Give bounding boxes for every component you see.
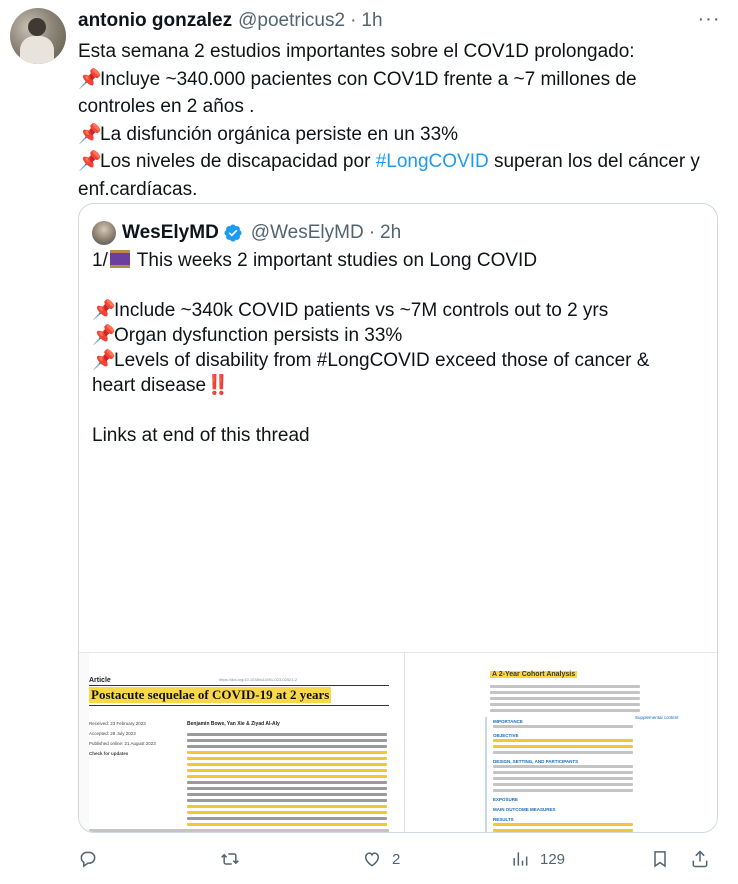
line-gap [92,398,702,423]
tweet-actions [78,846,718,872]
views-count: 129 [540,850,566,868]
share-icon [690,849,710,869]
paper-received: Received: 23 February 2023 [89,721,146,726]
abstract-label: RESULTS [493,817,514,822]
tweet-line-4 [78,121,718,149]
paper-image-left[interactable] [89,653,405,833]
views-icon [510,849,530,869]
bookmark-icon [650,849,670,869]
pushpin-icon: 📌 [92,325,116,346]
paper-check-updates: Check for updates [89,751,129,756]
quoted-bullet-3 [92,348,702,373]
verified-badge-icon [223,223,243,243]
paper-rule [89,685,389,686]
abstract-label: MAIN OUTCOME MEASURES [493,807,556,812]
quoted-bullet-3-cont-text: heart disease [92,375,207,396]
abstract-label: OBJECTIVE [493,733,519,738]
line-gap [92,273,702,298]
quoted-author-name[interactable]: WesElyMD [122,222,219,243]
retweet-button[interactable] [220,846,250,872]
paper-article-label: Article [89,677,111,684]
hashtag-link[interactable]: #LongCOVID [375,151,489,172]
pushpin-icon: 📌 [92,350,116,371]
paper-right-title: A 2-Year Cohort Analysis [492,671,576,678]
tweet-line-2-text: Incluye ~340.000 pacientes con COV1D frente a ~7 millones de [100,68,637,90]
paper-rule [89,705,389,706]
tweet-text [78,38,718,203]
tweet-line-2 [78,66,718,94]
quoted-bullet-1 [92,298,702,323]
quoted-media[interactable] [79,652,718,833]
quoted-bullet-3-cont [92,373,702,398]
like-count: 2 [392,850,401,868]
reply-button[interactable] [78,846,108,872]
author-name[interactable]: antonio gonzalez [78,10,233,31]
paper-body [89,829,389,833]
abstract-label: IMPORTANCE [493,719,523,724]
paper-accepted: Accepted: 28 July 2023 [89,731,136,736]
tweet-line-5-after: superan los del cáncer y [493,151,700,172]
separator-dot: · [350,10,357,31]
pushpin-icon: 📌 [78,123,102,145]
quoted-tweet-header [92,220,401,246]
quoted-bullet-2-text: Organ dysfunction persists in 33% [114,325,403,346]
paper-title: Postacute sequelae of COVID-19 at 2 years [91,687,330,702]
quoted-tweet[interactable] [78,203,718,833]
tweet-time[interactable]: 1h [361,10,383,31]
quoted-author-handle[interactable]: @WesElyMD [250,222,364,243]
quoted-tweet-text [92,248,702,448]
quoted-author-avatar[interactable] [92,221,116,245]
author-avatar[interactable] [10,8,66,64]
more-icon[interactable]: ··· [697,8,721,30]
paper-right-abstract [485,717,697,833]
tweet-header [78,10,383,32]
tweet-line-6: enf.cardíacas. [78,178,198,200]
tweet-line-1: Esta semana 2 estudios importantes sobre el COV1D prolongado: [78,41,635,62]
paper-published: Published online: 21 August 2023 [89,741,156,746]
separator-dot: · [368,222,376,243]
supplemental-content-link: Supplemental content [635,715,679,720]
double-exclamation-icon: ‼️ [206,375,230,396]
paper-authors: Benjamin Bowe, Yan Xie & Ziyad Al-Aly [187,721,280,727]
tweet-line-5-text: Los niveles de discapacidad por [100,151,371,172]
paper-doi: https://doi.org/10.1038/s41591-023-02521-2 [219,677,298,682]
quoted-tweet-time[interactable]: 2h [380,222,402,243]
views-button[interactable] [510,846,565,872]
tweet-line-5 [78,148,718,176]
bookmark-button[interactable] [650,846,670,872]
like-button[interactable] [362,846,400,872]
quoted-bullet-2 [92,323,702,348]
abstract-label: EXPOSURE [493,797,519,802]
like-icon [362,849,382,869]
author-handle[interactable]: @poetricus2 [238,10,346,31]
quoted-line-1 [92,248,702,273]
pushpin-icon: 📌 [92,300,116,321]
quoted-bullet-3-text: Levels of disability from #LongCOVID exceed those of cancer & [114,350,650,371]
tweet-line-4-text: La disfunción orgánica persiste en un 33% [100,123,459,145]
abstract-label: DESIGN, SETTING, AND PARTICIPANTS [493,759,579,764]
quoted-links-line: Links at end of this thread [92,425,310,446]
pushpin-icon: 📌 [78,68,102,90]
thread-index: 1/ [92,250,108,271]
retweet-icon [220,849,240,869]
paper-right-authors [490,685,640,715]
reply-icon [78,849,98,869]
paper-abstract [187,733,387,829]
paper-image-right[interactable] [405,653,718,833]
share-button[interactable] [690,846,710,872]
spool-icon [110,250,130,268]
quoted-bullet-1-text: Include ~340k COVID patients vs ~7M controls out to 2 yrs [114,300,609,321]
pushpin-icon: 📌 [78,151,102,172]
tweet-line-3: controles en 2 años . [78,96,255,117]
quoted-intro: This weeks 2 important studies on Long COVID [136,250,538,271]
